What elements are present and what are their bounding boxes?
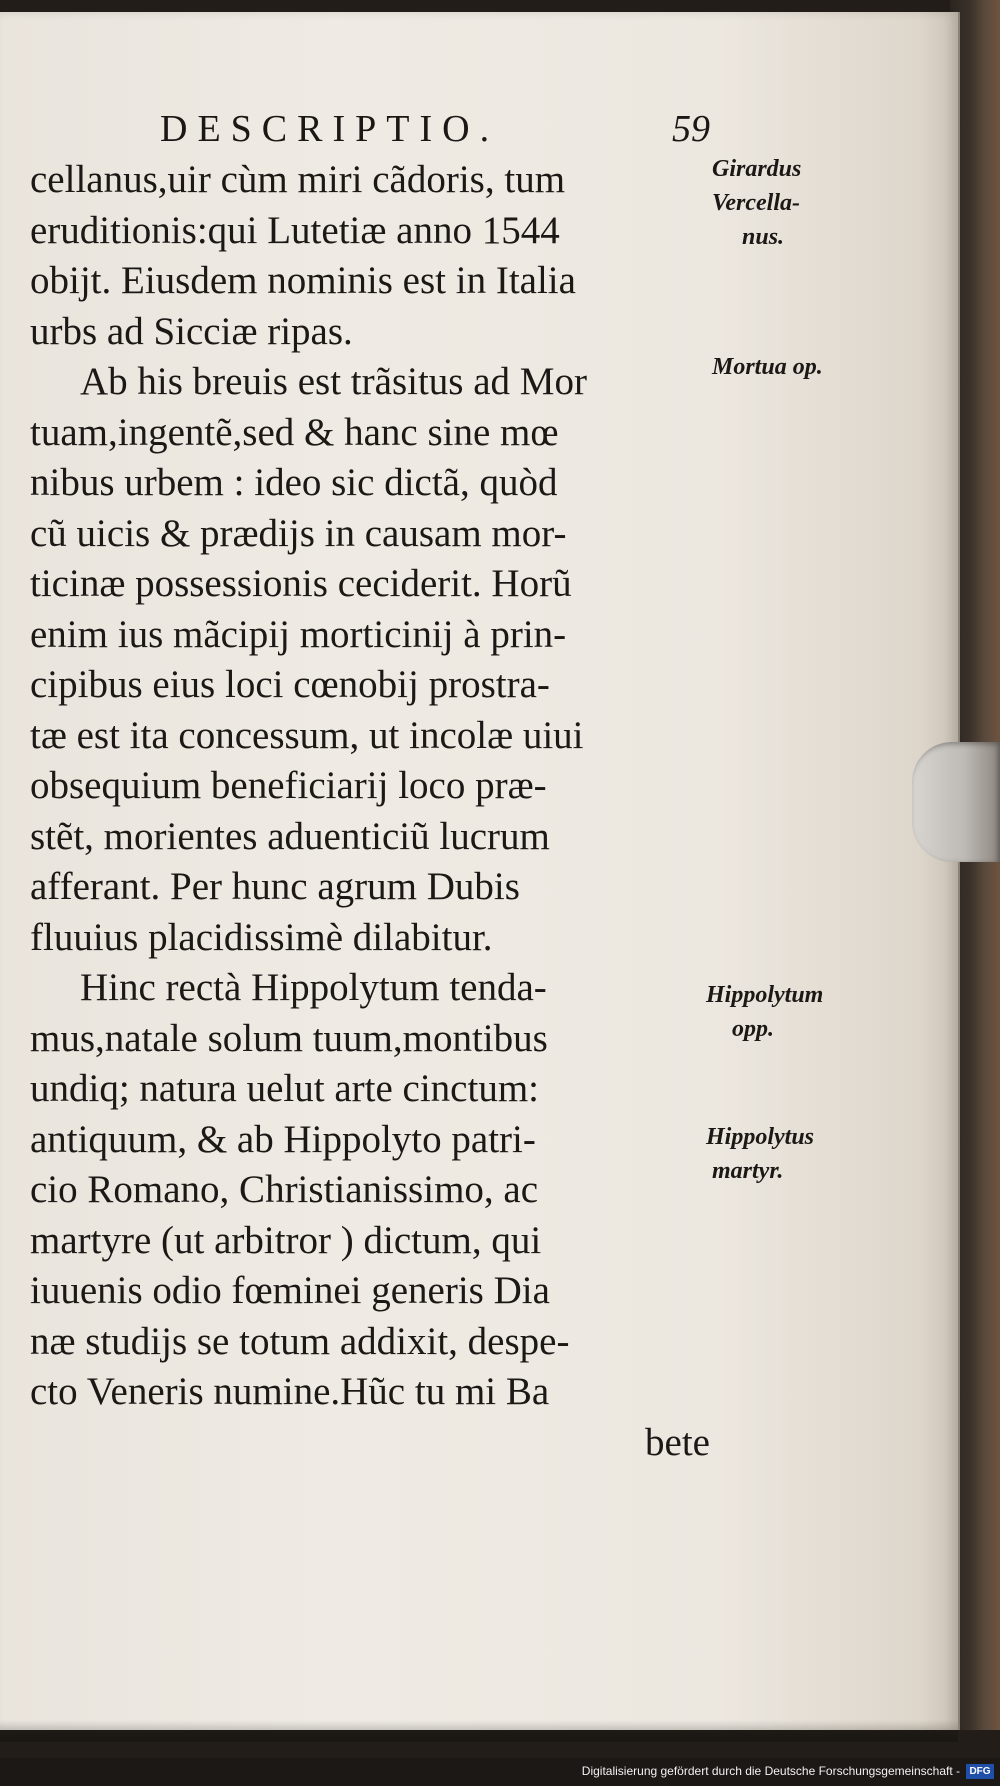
dfg-logo: DFG	[966, 1764, 994, 1779]
text-line: cto Veneris numine.Hũc tu mi Ba	[30, 1370, 550, 1413]
text-line: undiq; natura uelut arte cinctum:	[30, 1067, 539, 1110]
text-line: tæ est ita concessum, ut incolæ uiui	[30, 713, 584, 757]
text-line: obijt. Eiusdem nominis est in Italia	[30, 259, 576, 302]
margin-note-girardus	[712, 152, 882, 254]
margin-note-line: Vercella-	[712, 190, 800, 216]
text-line: cũ uicis & prædijs in causam mor-	[30, 511, 567, 555]
funding-credit: Digitalisierung gefördert durch die Deutsche Forschungsgemeinschaft -	[581, 1764, 960, 1778]
margin-note-line: martyr.	[712, 1158, 784, 1184]
book-page	[0, 12, 960, 1730]
text-line: cellanus,uir cùm miri cãdoris, tum	[30, 158, 566, 201]
text-line: cipibus eius loci cœnobij prostra-	[30, 663, 550, 706]
text-line: antiquum, & ab Hippolyto patri-	[30, 1117, 536, 1161]
margin-note-line: opp.	[732, 1016, 774, 1042]
text-line: obsequium beneficiarij loco præ-	[30, 764, 547, 807]
text-line: afferant. Per hunc agrum Dubis	[30, 865, 520, 908]
margin-note-line: nus.	[742, 224, 785, 250]
margin-note-line: Hippolytus	[706, 1124, 815, 1150]
text-line: nibus urbem : ideo sic dictã, quòd	[30, 461, 558, 504]
text-line: ticinæ possessionis ceciderit. Horũ	[30, 562, 572, 605]
margin-note-hippolytus	[706, 1120, 876, 1188]
text-line: cio Romano, Christianissimo, ac	[30, 1168, 539, 1211]
text-line: enim ius mãcipij morticinij à prin-	[30, 612, 567, 656]
text-line: Ab his breuis est trãsitus ad Mor	[80, 360, 587, 403]
margin-note-mortua	[712, 350, 882, 384]
page-number: 59	[672, 108, 710, 150]
text-line: stẽt, morientes aduenticiũ lucrum	[30, 814, 550, 858]
page-clip	[912, 742, 1000, 862]
text-line: urbs ad Sicciæ ripas.	[30, 309, 353, 353]
text-line: fluuius placidissimè dilabitur.	[30, 915, 493, 959]
text-line: mus,natale solum tuum,montibus	[30, 1016, 548, 1060]
page-header	[160, 107, 720, 157]
body-text	[30, 155, 710, 1468]
margin-note-line: Hippolytum	[706, 982, 824, 1008]
margin-note-line: Girardus	[712, 156, 802, 182]
catchword: bete	[645, 1420, 710, 1464]
page-bottom-shadow	[0, 1720, 958, 1742]
text-line: Hinc rectà Hippolytum tenda-	[80, 966, 547, 1009]
text-line: næ studijs se totum addixit, despe-	[30, 1319, 570, 1363]
margin-note-line: Mortua op.	[712, 354, 823, 380]
margin-note-hippolytum	[706, 978, 876, 1046]
text-line: iuuenis odio fœminei generis Dia	[30, 1269, 550, 1312]
running-head: DESCRIPTIO.	[160, 108, 500, 150]
text-line: eruditionis:qui Lutetiæ anno 1544	[30, 208, 560, 252]
text-line: tuam,ingentẽ,sed & hanc sine mœ	[30, 410, 559, 454]
text-line: martyre (ut arbitror ) dictum, qui	[30, 1218, 542, 1262]
